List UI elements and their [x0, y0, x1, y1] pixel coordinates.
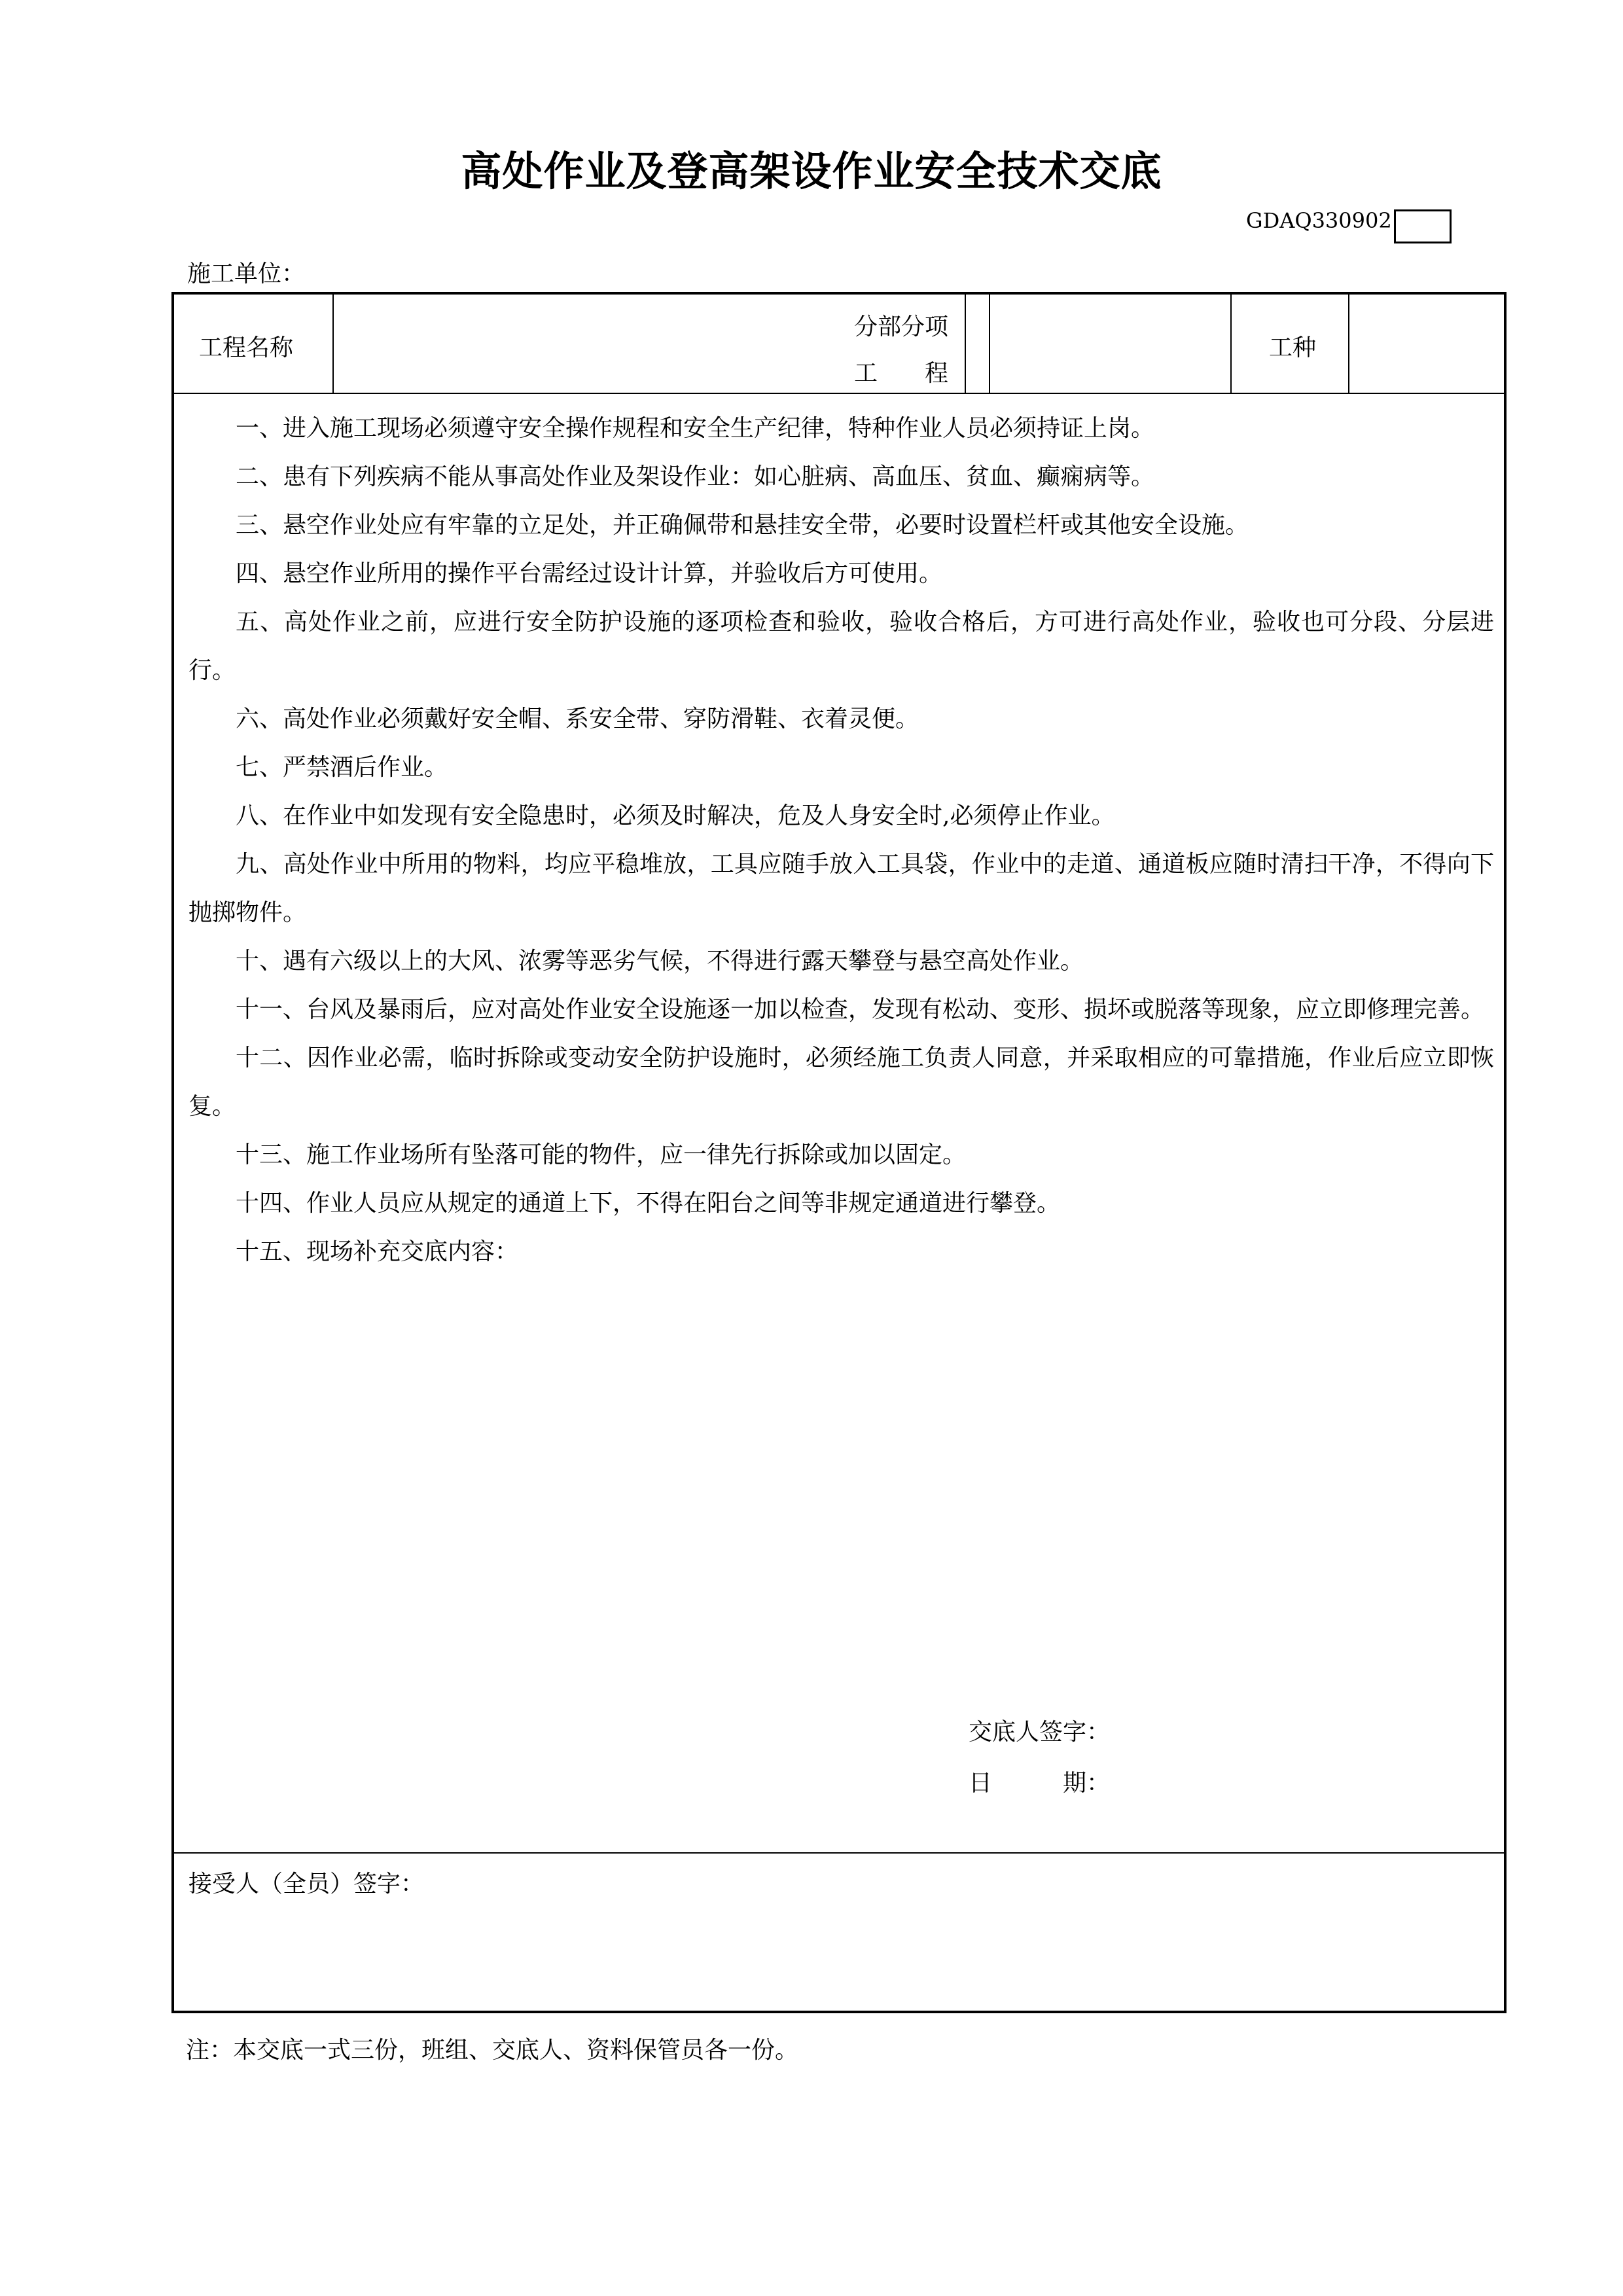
- trade-label: 工种: [1268, 334, 1316, 361]
- safety-item: 十三、施工作业场所有坠落可能的物件，应一律先行拆除或加以固定。: [236, 1141, 967, 1168]
- date-label: 日 期：: [969, 1770, 1111, 1797]
- safety-item: 十一、台风及暴雨后，应对高处作业安全设施逐一加以检查，发现有松动、变形、损坏或脱落等现象，应立即修理完善。: [236, 996, 1485, 1023]
- divider: [174, 393, 1504, 394]
- safety-item: 二、患有下列疾病不能从事高处作业及架设作业：如心脏病、高血压、贫血、癫痫病等。: [236, 463, 1155, 490]
- safety-item: 一、进入施工现场必须遵守安全操作规程和安全生产纪律，特种作业人员必须持证上岗。: [236, 415, 1155, 442]
- receiver-signature-field[interactable]: [188, 1905, 1491, 2003]
- safety-item: 六、高处作业必须戴好安全帽、系安全带、穿防滑鞋、衣着灵便。: [236, 706, 919, 732]
- sub-project-label-line1: 分部分项: [853, 314, 948, 340]
- discloser-signature-label: 交底人签字：: [969, 1719, 1111, 1746]
- safety-item: 十五、现场补充交底内容：: [236, 1238, 519, 1265]
- footer-note: 注：本交底一式三份，班组、交底人、资料保管员各一份。: [186, 2037, 799, 2064]
- safety-item: 五、高处作业之前，应进行安全防护设施的逐项检查和验收，验收合格后，方可进行高处作业，验收也可分段、分层进行。: [188, 609, 1494, 684]
- construction-unit-label: 施工单位：: [187, 260, 306, 287]
- sub-project-field[interactable]: [991, 297, 1228, 390]
- safety-item: 十二、因作业必需，临时拆除或变动安全防护设施时，必须经施工负责人同意，并采取相应的可靠措施，作业后应立即恢复。: [188, 1045, 1494, 1120]
- form-code-suffix-box[interactable]: [1394, 209, 1452, 243]
- divider: [1230, 295, 1232, 393]
- sub-project-label-line2: 工 程: [853, 360, 948, 387]
- safety-item: 八、在作业中如发现有安全隐患时，必须及时解决，危及人身安全时,必须停止作业。: [236, 802, 1115, 829]
- disclosure-form: [171, 292, 1507, 2013]
- safety-item: 四、悬空作业所用的操作平台需经过设计计算，并验收后方可使用。: [236, 560, 943, 587]
- safety-item: 七、严禁酒后作业。: [236, 754, 448, 781]
- safety-item: 十四、作业人员应从规定的通道上下，不得在阳台之间等非规定通道进行攀登。: [236, 1190, 1061, 1217]
- divider: [174, 1852, 1504, 1854]
- safety-item: 十、遇有六级以上的大风、浓雾等恶劣气候，不得进行露天攀登与悬空高处作业。: [236, 948, 1084, 975]
- form-code: GDAQ330902: [1246, 208, 1392, 233]
- trade-field[interactable]: [1351, 297, 1503, 390]
- safety-items: [188, 404, 1494, 1276]
- project-name-label: 工程名称: [199, 334, 294, 361]
- safety-item: 三、悬空作业处应有牢靠的立足处，并正确佩带和悬挂安全带，必要时设置栏杆或其他安全设施。: [236, 512, 1249, 539]
- divider: [965, 295, 966, 393]
- divider: [989, 295, 990, 393]
- receiver-signature-label: 接受人（全员）签字：: [188, 1871, 425, 1897]
- document-title: 高处作业及登高架设作业安全技术交底: [461, 147, 1162, 195]
- divider: [332, 295, 334, 393]
- safety-item: 九、高处作业中所用的物料，均应平稳堆放，工具应随手放入工具袋，作业中的走道、通道板应随时清扫干净，不得向下抛掷物件。: [188, 851, 1494, 926]
- divider: [1348, 295, 1349, 393]
